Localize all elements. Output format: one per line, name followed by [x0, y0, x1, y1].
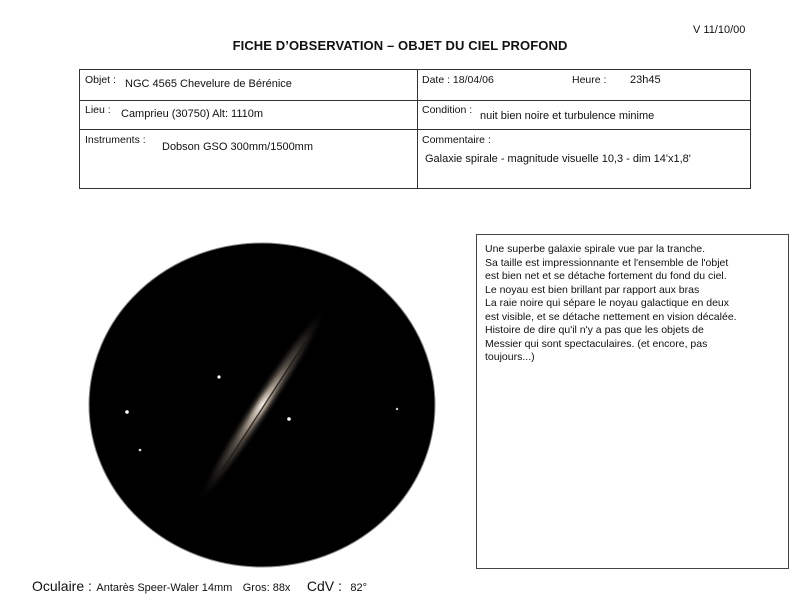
notes-line: Histoire de dire qu'il n'y a pas que les objets de: [485, 324, 704, 336]
instruments-value: Dobson GSO 300mm/1500mm: [162, 141, 314, 153]
galaxy-sketch-svg: [86, 240, 438, 570]
commentaire-value: Galaxie spirale - magnitude visuelle 10,3 - dim 14'x1,8': [425, 153, 691, 165]
notes-line: Sa taille est impressionnante et l'ensemble de l'objet: [485, 256, 729, 269]
eyepiece-footer: [32, 578, 367, 596]
notes-line: Une superbe galaxie spirale vue par la tranche.: [485, 243, 706, 255]
notes-line: Le noyau est bien brillant par rapport aux bras: [485, 283, 700, 296]
cdv-value: 82°: [350, 582, 367, 594]
instruments-label: Instruments :: [85, 134, 146, 146]
objet-value: NGC 4565 Chevelure de Bérénice: [125, 78, 292, 90]
lieu-value: Camprieu (30750) Alt: 1110m: [121, 108, 264, 120]
heure-value: 23h45: [630, 74, 661, 86]
table-divider: [80, 129, 750, 130]
lieu-label: Lieu :: [85, 104, 111, 116]
oculaire-label: Oculaire :: [32, 578, 92, 594]
condition-value: nuit bien noire et turbulence minime: [480, 110, 655, 122]
commentaire-label: Commentaire :: [422, 134, 491, 146]
magnification-value: Gros: 88x: [242, 582, 291, 594]
star-icon: [139, 449, 142, 452]
eyepiece-sketch: [86, 240, 438, 570]
observation-notes-box: [476, 234, 789, 569]
table-divider: [80, 100, 750, 101]
version-label: V 11/10/00: [693, 24, 746, 36]
info-table: [79, 69, 751, 189]
star-icon: [125, 410, 129, 414]
star-icon: [287, 417, 291, 421]
notes-line: est bien net et se détache fortement du fond du ciel.: [485, 270, 727, 282]
heure-label: Heure :: [572, 74, 607, 86]
condition-label: Condition :: [422, 104, 473, 116]
notes-line: Messier qui sont spectaculaires. (et encore, pas: [485, 337, 708, 350]
date-label: Date : 18/04/06: [422, 74, 494, 86]
oculaire-value: Antarès Speer-Waler 14mm: [96, 582, 233, 594]
page-title: FICHE D’OBSERVATION – OBJET DU CIEL PROFOND: [232, 38, 568, 53]
notes-line: est visible, et se détache nettement en vision décalée.: [485, 310, 737, 323]
notes-line: toujours...): [485, 351, 535, 363]
notes-line: La raie noire qui sépare le noyau galactique en deux: [485, 297, 730, 309]
star-icon: [217, 375, 220, 378]
objet-label: Objet :: [85, 74, 116, 86]
cdv-label: CdV :: [306, 578, 342, 594]
star-icon: [396, 408, 398, 410]
